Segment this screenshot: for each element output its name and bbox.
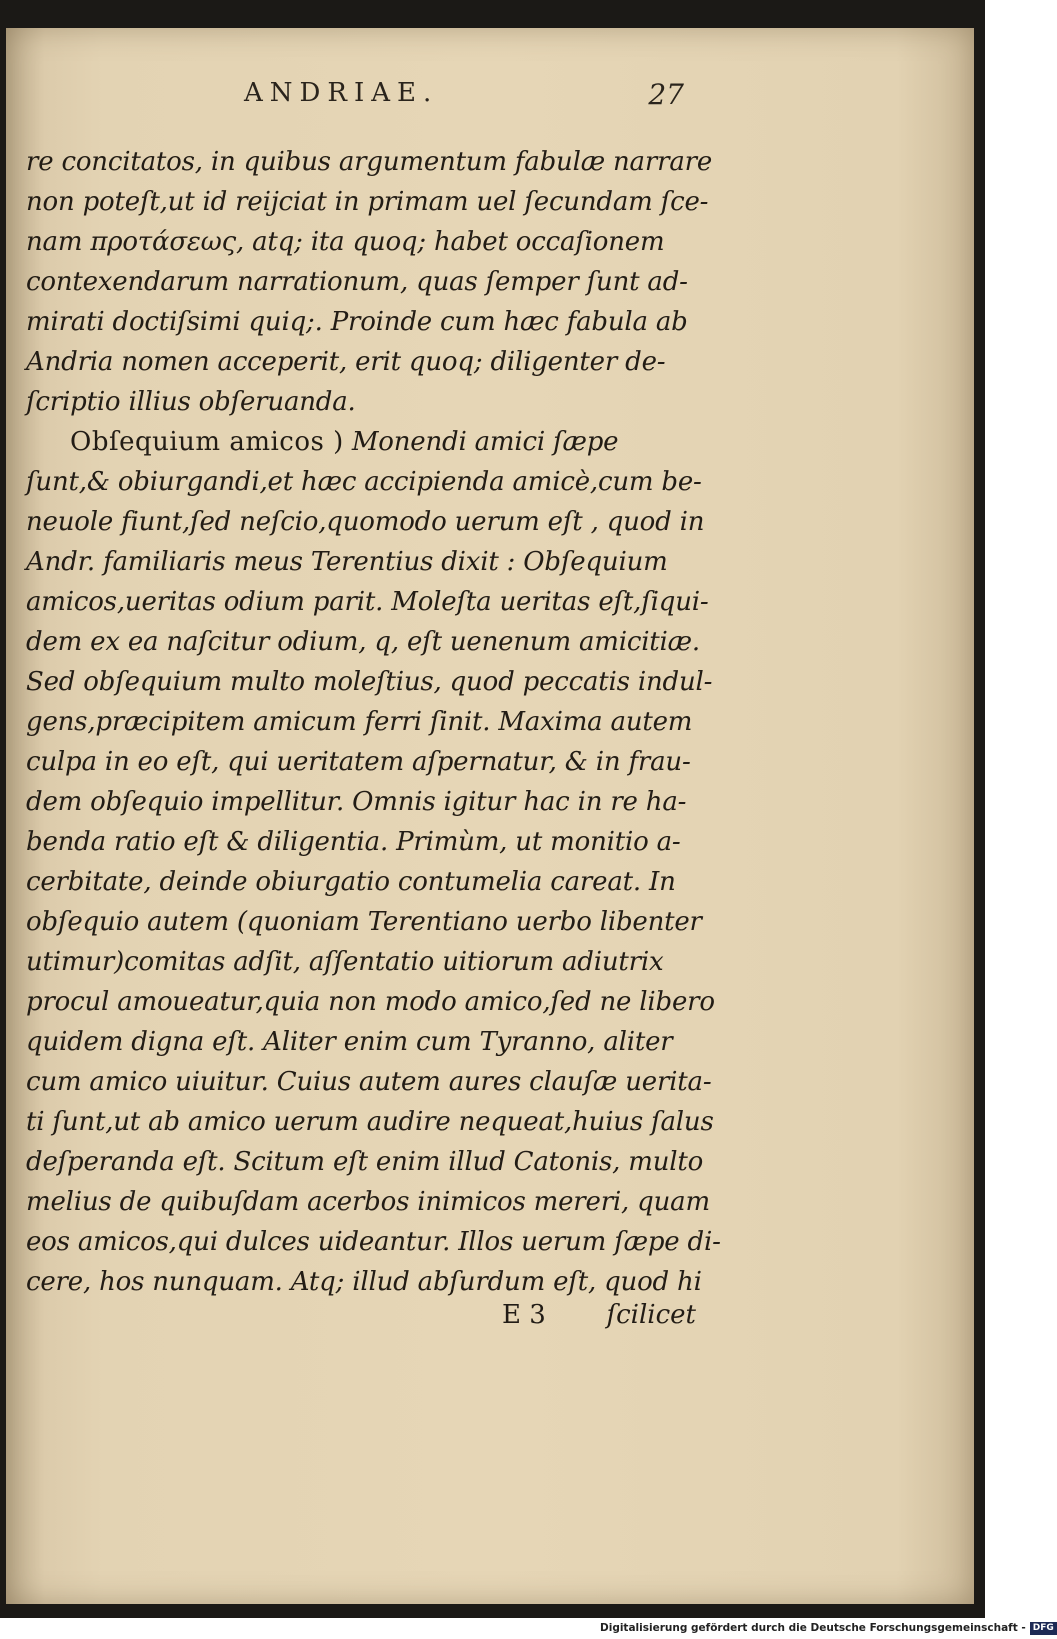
text-line: procul amoueatur,quia non modo amico,ſed ne libero xyxy=(26,987,715,1017)
text-line: dem obſequio impellitur. Omnis igitur hac in re ha- xyxy=(26,787,687,817)
text-line: quidem digna eſt. Aliter enim cum Tyranno, aliter xyxy=(26,1027,673,1057)
text-line: re concitatos, in quibus argumentum fabulæ narrare xyxy=(26,147,713,177)
text-line: obſequio autem (quoniam Terentiano uerbo libenter xyxy=(26,907,702,937)
text-line: Andr. familiaris meus Terentius dixit : Obſequium xyxy=(26,547,668,577)
text-line: gens,præcipitem amicum ferri ſinit. Maxima autem xyxy=(26,707,693,737)
lemma-line-text: Monendi amici ſæpe xyxy=(343,427,619,457)
text-line: ſcriptio illius obſeruanda. xyxy=(26,387,356,417)
text-line: utimur)comitas adſit, aſſentatio uitiorum adiutrix xyxy=(26,947,664,977)
text-line: mirati doctiſsimi quiq;. Proinde cum hæc fabula ab xyxy=(26,307,688,337)
text-line: benda ratio eſt & diligentia. Primùm, ut monitio a- xyxy=(26,827,681,857)
text-line: contexendarum narrationum, quas ſemper ſunt ad- xyxy=(26,267,688,297)
digitization-credit xyxy=(600,1620,1057,1636)
text-line: deſperanda eſt. Scitum eſt enim illud Catonis, multo xyxy=(26,1147,704,1177)
text-line: nam πρoτάσεως, atq; ita quoq; habet occaſionem xyxy=(26,227,665,257)
text-line: non poteſt,ut id reijciat in primam uel ſecundam ſce- xyxy=(26,187,709,217)
text-line: cere, hos nunquam. Atq; illud abſurdum eſt, quod hi xyxy=(26,1267,702,1297)
lemma: Obſequium amicos ) xyxy=(70,427,344,457)
credit-text: Digitalisierung gefördert durch die Deutsche Forschungsgemeinschaft - xyxy=(600,1622,1026,1634)
running-head xyxy=(244,78,684,118)
lemma-line xyxy=(26,422,696,462)
page-foot xyxy=(26,1300,696,1340)
text-line: culpa in eo eſt, qui ueritatem aſpernatur, & in frau- xyxy=(26,747,691,777)
body-text xyxy=(26,142,721,1302)
text-line: eos amicos,qui dulces uideantur. Illos uerum ſæpe di- xyxy=(26,1227,721,1257)
text-line: ti ſunt,ut ab amico uerum audire nequeat,huius ſalus xyxy=(26,1107,714,1137)
running-head-title: ANDRIAE. xyxy=(244,78,439,108)
catchword: ſcilicet xyxy=(606,1300,696,1330)
text-line: ſunt,& obiurgandi,et hæc accipienda amicè,cum be- xyxy=(26,467,702,497)
text-line: dem ex ea naſcitur odium, q, eſt uenenum amicitiæ. xyxy=(26,627,700,657)
page-number: 27 xyxy=(648,78,684,111)
text-line: neuole fiunt,ſed neſcio,quomodo uerum eſt , quod in xyxy=(26,507,705,537)
text-line: cum amico uiuitur. Cuius autem aures clauſæ uerita- xyxy=(26,1067,712,1097)
dfg-logo: DFG xyxy=(1030,1622,1057,1635)
text-line: amicos,ueritas odium parit. Moleſta ueritas eſt,ſiqui- xyxy=(26,587,709,617)
signature-mark: E 3 xyxy=(502,1300,546,1330)
text-line: Andria nomen acceperit, erit quoq; diligenter de- xyxy=(26,347,666,377)
text-line: cerbitate, deinde obiurgatio contumelia careat. In xyxy=(26,867,676,897)
text-line: melius de quibuſdam acerbos inimicos mereri, quam xyxy=(26,1187,710,1217)
text-line: Sed obſequium multo moleſtius, quod peccatis indul- xyxy=(26,667,713,697)
